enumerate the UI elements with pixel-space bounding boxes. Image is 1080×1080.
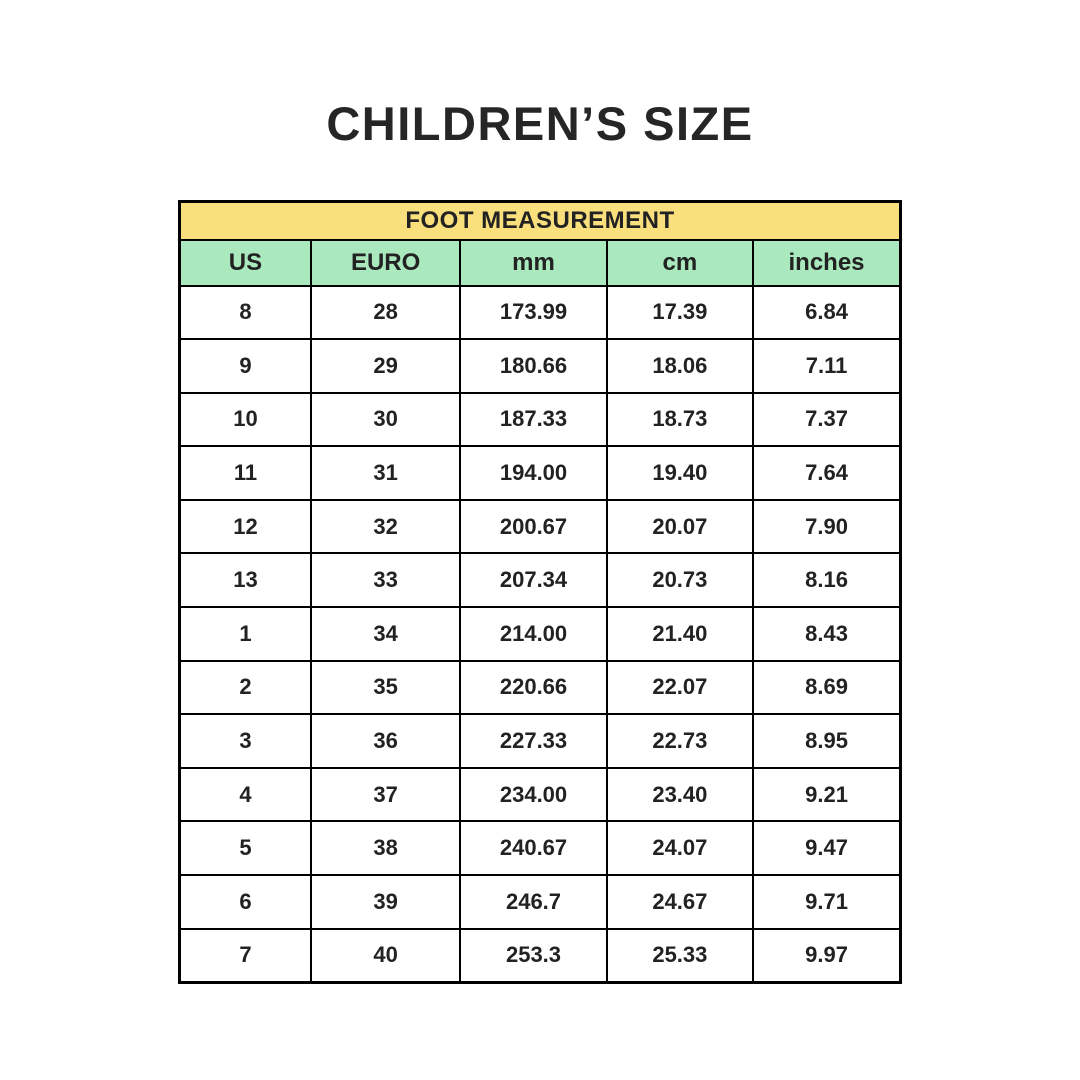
table-cell: 5: [180, 821, 311, 875]
table-cell: 240.67: [460, 821, 606, 875]
column-header: mm: [460, 240, 606, 286]
table-cell: 246.7: [460, 875, 606, 929]
table-cell: 9.21: [753, 768, 900, 822]
table-cell: 7.37: [753, 393, 900, 447]
table-cell: 234.00: [460, 768, 606, 822]
table-cell: 22.07: [607, 661, 753, 715]
table-cell: 19.40: [607, 446, 753, 500]
table-banner: FOOT MEASUREMENT: [180, 202, 901, 240]
table-cell: 3: [180, 714, 311, 768]
table-row: [180, 286, 901, 340]
table-cell: 24.07: [607, 821, 753, 875]
table-cell: 37: [311, 768, 460, 822]
table-cell: 9.47: [753, 821, 900, 875]
table-cell: 173.99: [460, 286, 606, 340]
table-cell: 20.73: [607, 553, 753, 607]
table-cell: 8: [180, 286, 311, 340]
table-cell: 32: [311, 500, 460, 554]
table-cell: 17.39: [607, 286, 753, 340]
table-cell: 227.33: [460, 714, 606, 768]
column-header: cm: [607, 240, 753, 286]
table-cell: 220.66: [460, 661, 606, 715]
table-cell: 10: [180, 393, 311, 447]
table-cell: 7: [180, 929, 311, 983]
table-cell: 8.95: [753, 714, 900, 768]
table-cell: 194.00: [460, 446, 606, 500]
table-columns-row: [180, 240, 901, 286]
table-row: [180, 500, 901, 554]
table-cell: 18.73: [607, 393, 753, 447]
table-cell: 8.16: [753, 553, 900, 607]
table-cell: 38: [311, 821, 460, 875]
table-row: [180, 768, 901, 822]
table-cell: 7.90: [753, 500, 900, 554]
table-cell: 8.69: [753, 661, 900, 715]
table-cell: 6.84: [753, 286, 900, 340]
table-cell: 1: [180, 607, 311, 661]
table-cell: 23.40: [607, 768, 753, 822]
table-row: [180, 714, 901, 768]
column-header: US: [180, 240, 311, 286]
table-row: [180, 821, 901, 875]
table-cell: 21.40: [607, 607, 753, 661]
table-row: [180, 661, 901, 715]
table-cell: 7.11: [753, 339, 900, 393]
table-cell: 214.00: [460, 607, 606, 661]
table-cell: 20.07: [607, 500, 753, 554]
table-cell: 9: [180, 339, 311, 393]
table-row: [180, 339, 901, 393]
table-cell: 8.43: [753, 607, 900, 661]
table-cell: 29: [311, 339, 460, 393]
table-cell: 253.3: [460, 929, 606, 983]
table-cell: 200.67: [460, 500, 606, 554]
table-cell: 2: [180, 661, 311, 715]
table-row: [180, 929, 901, 983]
table-cell: 4: [180, 768, 311, 822]
table-cell: 207.34: [460, 553, 606, 607]
page-title: CHILDREN’S SIZE: [326, 97, 754, 150]
column-header: EURO: [311, 240, 460, 286]
table-cell: 13: [180, 553, 311, 607]
table-cell: 31: [311, 446, 460, 500]
table-cell: 180.66: [460, 339, 606, 393]
size-table: [178, 200, 902, 984]
table-cell: 33: [311, 553, 460, 607]
table-cell: 25.33: [607, 929, 753, 983]
table-cell: 18.06: [607, 339, 753, 393]
table-cell: 11: [180, 446, 311, 500]
table-cell: 40: [311, 929, 460, 983]
table-cell: 9.71: [753, 875, 900, 929]
table-cell: 9.97: [753, 929, 900, 983]
table-cell: 6: [180, 875, 311, 929]
table-row: [180, 446, 901, 500]
table-cell: 24.67: [607, 875, 753, 929]
size-table-body: [180, 286, 901, 983]
table-cell: 39: [311, 875, 460, 929]
table-row: [180, 393, 901, 447]
table-row: [180, 875, 901, 929]
column-header: inches: [753, 240, 900, 286]
table-cell: 35: [311, 661, 460, 715]
table-cell: 36: [311, 714, 460, 768]
table-cell: 187.33: [460, 393, 606, 447]
table-row: [180, 553, 901, 607]
table-cell: 28: [311, 286, 460, 340]
table-row: [180, 607, 901, 661]
table-cell: 34: [311, 607, 460, 661]
table-cell: 7.64: [753, 446, 900, 500]
table-cell: 22.73: [607, 714, 753, 768]
table-cell: 12: [180, 500, 311, 554]
table-banner-row: [180, 202, 901, 240]
table-cell: 30: [311, 393, 460, 447]
